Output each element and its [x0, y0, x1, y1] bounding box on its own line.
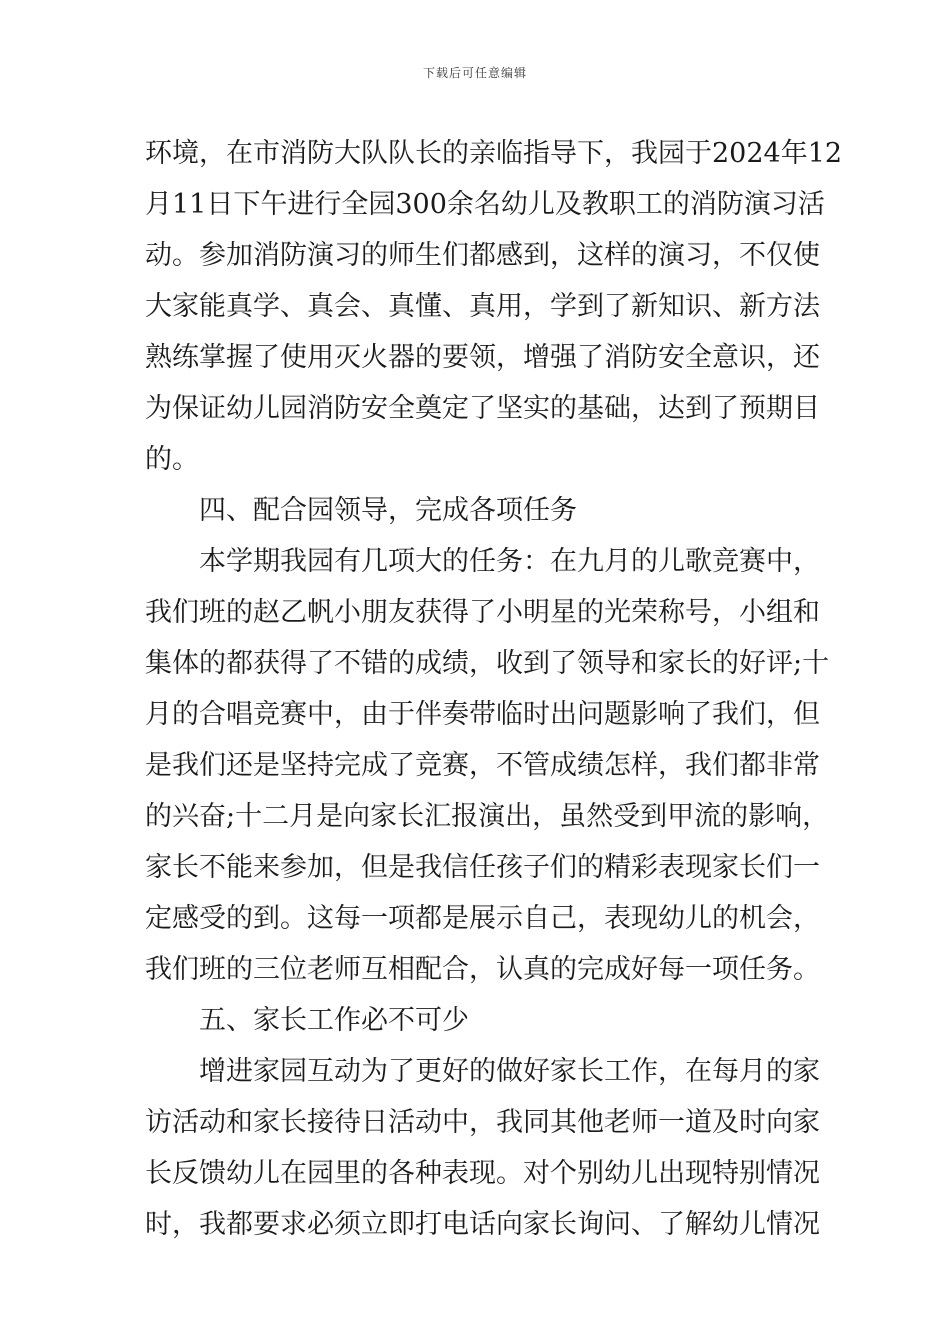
text-line: 月的合唱竞赛中，由于伴奏带临时出问题影响了我们，但: [145, 699, 820, 730]
text-line: 动。参加消防演习的师生们都感到，这样的演习，不仅使: [145, 240, 820, 271]
text-line: 集体的都获得了不错的成绩，收到了领导和家长的好评;十: [145, 648, 830, 679]
text-line: 我们班的三位老师互相配合，认真的完成好每一项任务。: [145, 954, 820, 985]
paragraph-start: 增进家园互动为了更好的做好家长工作，在每月的家: [199, 1056, 820, 1087]
text-line: 定感受的到。这每一项都是展示自己，表现幼儿的机会，: [145, 903, 820, 934]
text-line: 的兴奋;十二月是向家长汇报演出，虽然受到甲流的影响，: [145, 801, 830, 832]
text-line: 访活动和家长接待日活动中，我同其他老师一道及时向家: [145, 1107, 820, 1138]
section-heading: 四、配合园领导，完成各项任务: [199, 495, 577, 526]
text-line: 时，我都要求必须立即打电话向家长询问、了解幼儿情况: [145, 1209, 820, 1240]
document-body: [145, 128, 843, 1250]
page-header: 下载后可任意编辑: [422, 66, 527, 80]
text-line: 我们班的赵乙帆小朋友获得了小明星的光荣称号，小组和: [145, 597, 820, 628]
paragraph-start: 本学期我园有几项大的任务：在九月的儿歌竞赛中，: [199, 546, 820, 577]
text-line: 为保证幼儿园消防安全奠定了坚实的基础，达到了预期目: [145, 393, 820, 424]
text-line: 家长不能来参加，但是我信任孩子们的精彩表现家长们一: [145, 852, 820, 883]
text-line: 大家能真学、真会、真懂、真用，学到了新知识、新方法: [145, 291, 820, 322]
text-line: 的。: [145, 444, 199, 475]
text-line: 熟练掌握了使用灭火器的要领，增强了消防安全意识，还: [145, 342, 820, 373]
section-heading: 五、家长工作必不可少: [199, 1005, 469, 1036]
text-line: 月11日下午进行全园300余名幼儿及教职工的消防演习活: [145, 189, 825, 220]
text-line: 长反馈幼儿在园里的各种表现。对个别幼儿出现特别情况: [145, 1158, 820, 1189]
text-line: 是我们还是坚持完成了竞赛，不管成绩怎样，我们都非常: [145, 750, 820, 781]
text-line: 环境，在市消防大队队长的亲临指导下，我园于2024年12: [145, 138, 843, 169]
